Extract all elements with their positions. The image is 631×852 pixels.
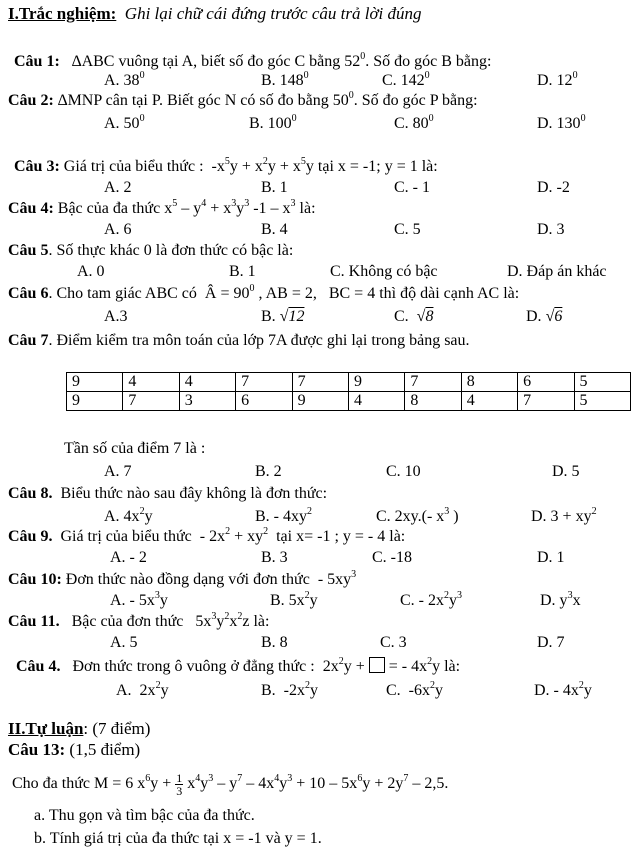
question-11-text: Bậc của đơn thức bbox=[71, 613, 184, 630]
question-12-option-b: B. $-2x^2y$ bbox=[261, 680, 318, 699]
question-4-option-b: B. 4 bbox=[261, 221, 288, 238]
question-7-text: . Điểm kiểm tra môn toán của lớp 7A được ghi lại trong bảng sau. bbox=[48, 332, 470, 349]
question-9-option-d: D. 1 bbox=[537, 549, 565, 566]
question-12-option-a: A. $2x^2y$ bbox=[116, 680, 169, 699]
table-cell: 4 bbox=[179, 373, 235, 392]
question-3 bbox=[14, 157, 438, 177]
question-9-expression: - $2x^2 + xy^2$ bbox=[195, 526, 269, 545]
table-cell: 7 bbox=[292, 373, 348, 392]
question-9-condition: tại x= -1 ; y = - 4 là: bbox=[276, 528, 406, 545]
question-11-option-d: D. 7 bbox=[537, 634, 565, 651]
question-12-label: Câu 4. bbox=[16, 658, 61, 675]
question-8-option-c: C. 2xy.(- $x^3$ ) bbox=[376, 506, 459, 525]
table-cell: 4 bbox=[348, 392, 404, 411]
question-8-option-d: D. $3 + xy^2$ bbox=[531, 506, 597, 525]
question-13 bbox=[12, 770, 448, 798]
question-10-text: Đơn thức nào đồng dạng với đơn thức bbox=[65, 571, 310, 588]
question-3-option-d: D. -2 bbox=[537, 179, 570, 196]
question-1-option-b: B. $148^0$ bbox=[261, 70, 309, 89]
question-6-text: . Cho tam giác ABC có bbox=[48, 285, 197, 302]
question-3-condition: tại x = -1; y = 1 là: bbox=[317, 158, 438, 175]
question-10-option-c: C. - $2x^2y^3$ bbox=[400, 590, 462, 609]
question-11-expression: $5x^3y^2x^2z$ bbox=[195, 611, 250, 630]
section-1-title: I.Trắc nghiệm: bbox=[8, 4, 117, 23]
question-5-option-b: B. 1 bbox=[229, 263, 256, 280]
question-12-text: Đơn thức trong ô vuông ở đẳng thức : bbox=[72, 658, 315, 675]
table-cell: 9 bbox=[292, 392, 348, 411]
question-13-label: Câu 13: bbox=[8, 740, 66, 759]
question-8-text: Biểu thức nào sau đây không là đơn thức: bbox=[60, 485, 328, 502]
question-4-label: Câu 4: bbox=[8, 200, 54, 217]
question-10 bbox=[8, 570, 356, 590]
question-8-option-b: B. - $4xy^2$ bbox=[255, 506, 312, 525]
question-8 bbox=[8, 484, 327, 504]
question-10-option-a: A. - $5x^3y$ bbox=[110, 590, 168, 609]
question-2: Câu 2: ∆MNP cân tại P. Biết góc N có số đo bằng $50^0$. Số đo góc P bằng: bbox=[8, 90, 478, 109]
table-cell: 9 bbox=[67, 392, 123, 411]
question-11-option-b: B. 8 bbox=[261, 634, 288, 651]
question-4 bbox=[8, 199, 316, 219]
table-cell: 4 bbox=[123, 373, 179, 392]
question-4-end: là: bbox=[299, 200, 316, 217]
question-7 bbox=[8, 331, 470, 351]
question-12-end: là: bbox=[444, 658, 461, 675]
question-6-expression: Â = $90^0$ , AB = 2, BC = 4 bbox=[200, 283, 376, 302]
table-cell: 8 bbox=[461, 373, 517, 392]
question-2-label: Câu 2: bbox=[8, 92, 54, 109]
question-2-text-end: . Số đo góc P bằng: bbox=[353, 92, 478, 109]
question-4-text: Bậc của đa thức bbox=[57, 200, 161, 217]
question-9-option-a: A. - 2 bbox=[110, 549, 147, 566]
table-cell: 6 bbox=[236, 392, 292, 411]
question-13-polynomial: M = 6 $x^6y$ + $\frac{1}{3}$ $x^4y^3 - y^7 - 4x^4y^3 + 10 - 5x^6y + 2y^7 - 2,5$. bbox=[94, 770, 449, 798]
question-5-label: Câu 5 bbox=[8, 242, 49, 259]
answer-box bbox=[369, 657, 385, 673]
table-cell: 8 bbox=[405, 392, 461, 411]
table-cell: 5 bbox=[574, 392, 630, 411]
question-3-option-a: A. 2 bbox=[104, 179, 132, 196]
question-1-option-c: C. $142^0$ bbox=[382, 70, 430, 89]
question-4-expression: $x^5 - y^4 + x^3y^3$ $-1 - x^3$ bbox=[164, 198, 296, 217]
table-cell: 5 bbox=[574, 373, 630, 392]
question-11-option-c: C. 3 bbox=[380, 634, 407, 651]
question-7-option-a: A. 7 bbox=[104, 463, 132, 480]
table-cell: 4 bbox=[461, 392, 517, 411]
question-9-label: Câu 9. bbox=[8, 528, 53, 545]
question-2-option-a: A. $50^0$ bbox=[104, 113, 145, 132]
table-cell: 6 bbox=[518, 373, 574, 392]
question-13-part-a: a. Thu gọn và tìm bậc của đa thức. bbox=[34, 807, 255, 824]
question-10-option-b: B. $5x^2y$ bbox=[270, 590, 318, 609]
question-3-option-c: C. - 1 bbox=[394, 179, 430, 196]
section-2-header bbox=[8, 719, 150, 739]
section-2-points: : (7 điểm) bbox=[83, 719, 151, 738]
section-2-title: II.Tự luận bbox=[8, 719, 84, 738]
table-cell: 7 bbox=[236, 373, 292, 392]
question-13-header bbox=[8, 740, 140, 760]
question-5-option-c: C. Không có bậc bbox=[330, 263, 438, 280]
question-6-end: thì độ dài cạnh AC là: bbox=[379, 285, 520, 302]
question-10-expression: - $5xy^3$ bbox=[313, 569, 357, 588]
question-13-part-b: b. Tính giá trị của đa thức tại x = -1 và y = 1. bbox=[34, 830, 322, 847]
question-1-option-a: A. $38^0$ bbox=[104, 70, 145, 89]
question-6-option-c: C. √8 bbox=[394, 308, 434, 325]
one-third-fraction: $\frac{1}{3}$ bbox=[176, 770, 183, 798]
question-2-option-b: B. $100^0$ bbox=[249, 113, 297, 132]
question-6 bbox=[8, 284, 519, 304]
section-1-instruction: Ghi lại chữ cái đứng trước câu trả lời đúng bbox=[124, 4, 422, 23]
question-4-option-c: C. 5 bbox=[394, 221, 421, 238]
table-cell: 9 bbox=[67, 373, 123, 392]
question-11-label: Câu 11. bbox=[8, 613, 60, 630]
table-row bbox=[67, 373, 631, 392]
question-2-text: ∆MNP cân tại P. Biết góc N có số đo bằng 50 bbox=[57, 92, 349, 109]
question-6-option-b: B. √12 bbox=[261, 308, 305, 325]
question-2-option-d: D. $130^0$ bbox=[537, 113, 586, 132]
question-9-option-c: C. -18 bbox=[372, 549, 412, 566]
table-cell: 9 bbox=[348, 373, 404, 392]
question-3-text: Giá trị của biểu thức : bbox=[63, 158, 204, 175]
question-5-option-d: D. Đáp án khác bbox=[507, 263, 607, 280]
question-2-option-c: C. $80^0$ bbox=[394, 113, 434, 132]
question-7-option-b: B. 2 bbox=[255, 463, 282, 480]
question-7-label: Câu 7 bbox=[8, 332, 49, 349]
question-4-option-a: A. 6 bbox=[104, 221, 132, 238]
question-1-text-end: . Số đo góc B bằng: bbox=[365, 53, 492, 70]
table-cell: 7 bbox=[518, 392, 574, 411]
score-table bbox=[66, 372, 631, 411]
question-12-option-c: C. $-6x^2y$ bbox=[386, 680, 443, 699]
question-9 bbox=[8, 527, 405, 547]
question-1: Câu 1: ∆ABC vuông tại A, biết số đo góc C bằng $52^0$. Số đo góc B bằng: bbox=[14, 51, 492, 70]
question-5 bbox=[8, 241, 293, 261]
question-7-option-c: C. 10 bbox=[386, 463, 421, 480]
question-9-text: Giá trị của biểu thức bbox=[60, 528, 192, 545]
table-cell: 7 bbox=[405, 373, 461, 392]
question-1-text: ∆ABC vuông tại A, biết số đo góc C bằng 52 bbox=[71, 53, 361, 70]
question-11-end: là: bbox=[253, 613, 270, 630]
question-11-option-a: A. 5 bbox=[110, 634, 138, 651]
question-6-label: Câu 6 bbox=[8, 285, 49, 302]
question-6-option-d: D. √6 bbox=[526, 308, 563, 325]
question-3-option-b: B. 1 bbox=[261, 179, 288, 196]
question-5-text: . Số thực khác 0 là đơn thức có bậc là: bbox=[48, 242, 294, 259]
question-11 bbox=[8, 612, 269, 632]
table-cell: 3 bbox=[179, 392, 235, 411]
question-12-option-d: D. - $4x^2y$ bbox=[534, 680, 592, 699]
section-1-header bbox=[8, 4, 421, 24]
question-10-option-d: D. $y^3x$ bbox=[540, 590, 581, 609]
question-7-subquestion: Tần số của điểm 7 là : bbox=[64, 440, 206, 457]
question-8-label: Câu 8. bbox=[8, 485, 53, 502]
question-3-label: Câu 3: bbox=[14, 158, 60, 175]
table-row bbox=[67, 392, 631, 411]
table-cell: 7 bbox=[123, 392, 179, 411]
question-13-points: (1,5 điểm) bbox=[69, 740, 141, 759]
question-4-option-d: D. 3 bbox=[537, 221, 565, 238]
question-5-option-a: A. 0 bbox=[77, 263, 105, 280]
question-10-label: Câu 10: bbox=[8, 571, 62, 588]
question-1-label: Câu 1: bbox=[14, 53, 60, 70]
question-8-option-a: A. $4x^2y$ bbox=[104, 506, 153, 525]
question-9-option-b: B. 3 bbox=[261, 549, 288, 566]
question-6-option-a: A.3 bbox=[104, 308, 128, 325]
question-13-text: Cho đa thức bbox=[12, 775, 90, 792]
question-7-option-d: D. 5 bbox=[552, 463, 580, 480]
question-3-expression: $-x^5y + x^2y + x^5y$ bbox=[207, 156, 314, 175]
question-1-option-d: D. $12^0$ bbox=[537, 70, 578, 89]
question-12-expression: $2x^2y$ + = - $4x^2y$ bbox=[322, 656, 441, 675]
question-12 bbox=[16, 657, 460, 677]
